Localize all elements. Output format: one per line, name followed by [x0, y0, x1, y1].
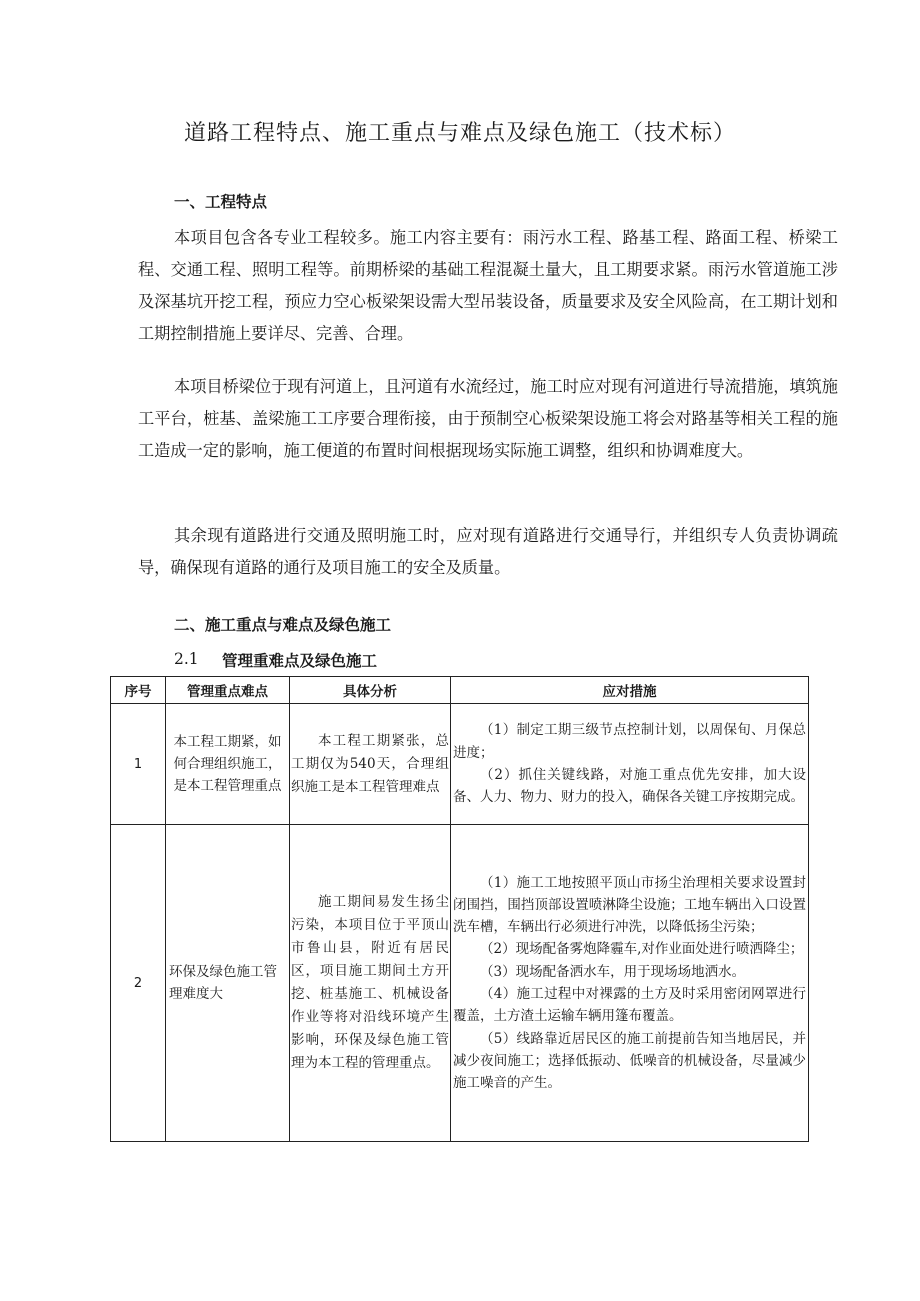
measure-item: （5）线路靠近居民区的施工前提前告知当地居民，并减少夜间施工；选择低振动、低噪音的机械设备，尽量减少施工噪音的产生。 — [453, 1030, 806, 1092]
section-heading-features: 一、工程特点 — [174, 193, 268, 211]
measure-item: （4）施工过程中对裸露的土方及时采用密闭网罩进行覆盖，土方渣土运输车辆用篷布覆盖。 — [453, 986, 806, 1025]
measure-item: （1）施工工地按照平顶山市扬尘治理相关要求设置封闭围挡，围挡顶部设置喷淋降尘设施；工地车辆出入口设置洗车槽，车辆出行必须进行冲洗，以降低扬尘污染； — [453, 874, 806, 936]
row-measures — [451, 825, 809, 1142]
header-analysis: 具体分析 — [290, 677, 451, 704]
section-heading-key-points: 二、施工重点与难点及绿色施工 — [174, 616, 392, 634]
header-number: 序号 — [111, 677, 166, 704]
paragraph: 本项目桥梁位于现有河道上，且河道有水流经过，施工时应对现有河道进行导流措施，填筑施工平台，桩基、盖梁施工工序要合理衔接，由于预制空心板梁架设施工将会对路基等相关工程的施工造成一定的影响，施工便道的布置时间根据现场实际施工调整，组织和协调难度大。 — [138, 377, 838, 460]
row-analysis: 施工期间易发生扬尘污染，本项目位于平顶山市鲁山县，附近有居民区，项目施工期间土方开挖、桩基施工、机械设备作业等将对沿线环境产生影响，环保及绿色施工管理为本工程的管理重点。 — [290, 825, 451, 1142]
table-row — [111, 825, 809, 1142]
measure-item: （2）抓住关键线路，对施工重点优先安排，加大设备、人力、物力、财力的投入，确保各关键工序按期完成。 — [453, 767, 806, 806]
row-difficulty: 环保及绿色施工管理难度大 — [166, 825, 290, 1142]
row-measures — [451, 704, 809, 825]
header-difficulty: 管理重点难点 — [166, 677, 290, 704]
row-difficulty: 本工程工期紧，如何合理组织施工，是本工程管理重点 — [166, 704, 290, 825]
table-header-row — [111, 677, 809, 704]
measure-item: （2）现场配备雾炮降霾车,对作业面处进行喷洒降尘； — [480, 941, 804, 958]
subsection-title: 管理重难点及绿色施工 — [222, 652, 378, 670]
document-title: 道路工程特点、施工重点与难点及绿色施工（技术标） — [183, 121, 736, 146]
paragraph: 本项目包含各专业工程较多。施工内容主要有：雨污水工程、路基工程、路面工程、桥梁工程、交通工程、照明工程等。前期桥梁的基础工程混凝土量大，且工期要求紧。雨污水管道施工涉及深基坑开挖工程，预应力空心板梁架设需大型吊装设备，质量要求及安全风险高，在工期计划和工期控制措施上要详尽、完善、合理。 — [138, 228, 838, 343]
management-table — [110, 676, 809, 1142]
subsection-number: 2.1 — [174, 650, 199, 668]
table-row — [111, 704, 809, 825]
row-number: 1 — [111, 704, 166, 825]
header-measures: 应对措施 — [451, 677, 809, 704]
measure-item: （1）制定工期三级节点控制计划，以周保旬、月保总进度； — [453, 722, 806, 761]
measure-item: （3）现场配备洒水车，用于现场场地洒水。 — [480, 963, 746, 980]
row-analysis: 本工程工期紧张，总工期仅为540天，合理组织施工是本工程管理难点 — [290, 704, 451, 825]
row-number: 2 — [111, 825, 166, 1142]
paragraph: 其余现有道路进行交通及照明施工时，应对现有道路进行交通导行，并组织专人负责协调疏导，确保现有道路的通行及项目施工的安全及质量。 — [138, 526, 838, 577]
